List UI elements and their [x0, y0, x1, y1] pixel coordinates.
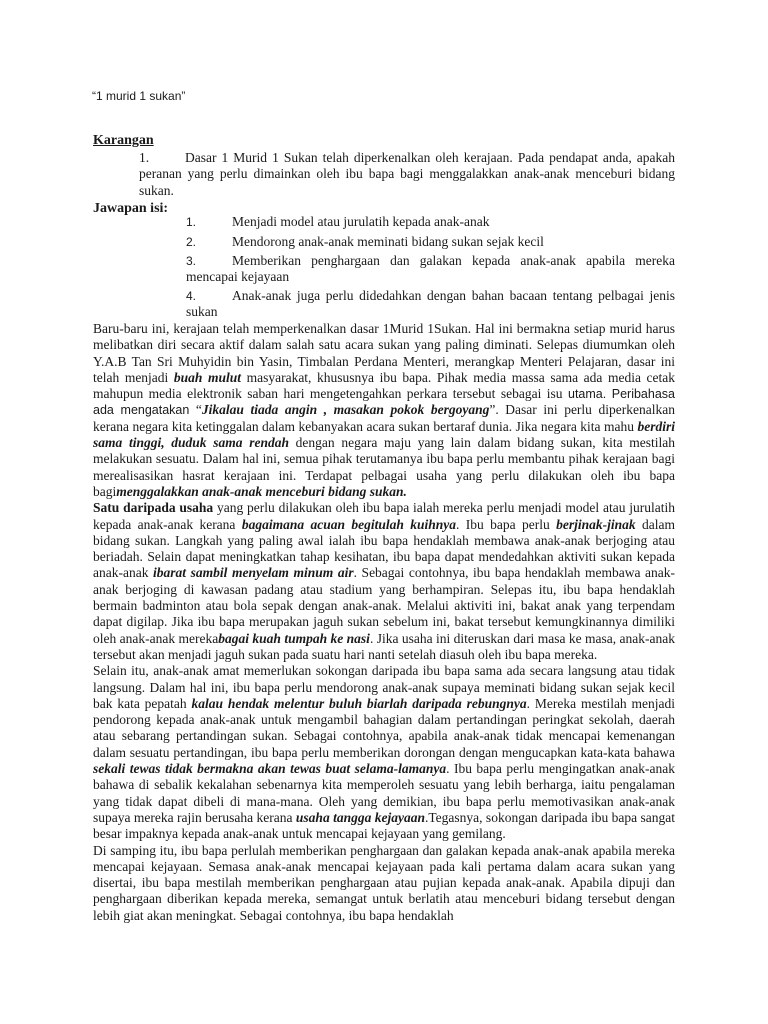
answer-text: Mendorong anak-anak meminati bidang sukan sejak kecil — [232, 234, 544, 249]
answer-text: Anak-anak juga perlu didedahkan dengan bahan bacaan tentang pelbagai jenis sukan — [186, 288, 675, 320]
document-title: “1 murid 1 sukan” — [92, 89, 186, 103]
idiom-phrase: bagai kuah tumpah ke nasi — [218, 630, 370, 646]
answer-number: 3. — [186, 254, 197, 268]
question-text: Dasar 1 Murid 1 Sukan telah diperkenalkan oleh kerajaan. Pada pendapat anda, apakah peranan yang perlu dimainkan oleh ibu bapa bagi menggalakkan anak-anak menceburi bidang sukan. — [139, 150, 675, 198]
answer-point — [186, 253, 675, 286]
idiom-phrase: berjinak-jinak — [556, 516, 636, 532]
text-run: masyarakat, khususnya ibu bapa. Pihak media massa sama ada media cetak mahupun media elektronik saban hari mengetengahkan perkara tersebut sebagai isu — [93, 369, 675, 402]
idiom-phrase: berdiri sama tinggi, duduk sama rendah — [93, 418, 675, 451]
text-run: . Ibu bapa perlu mengingatkan anak-anak bahawa di sebalik kekalahan sebenarnya kita memperoleh sesuatu yang lebih berharga, iaitu pengalaman yang tidak dapat dibeli di mana-mana. Oleh yang demikian, ibu bapa perlu memotivasikan anak-anak supaya mereka rajin berusaha kerana — [93, 761, 675, 825]
text-run: utama. Peribahasa ada mengatakan — [93, 387, 675, 418]
text-run: Baru-baru ini, kerajaan telah memperkenalkan dasar 1Murid 1Sukan. Hal ini bermakna setiap murid harus melibatkan diri secara aktif dalam salah satu acara sukan yang paling diminati. Selepas diumumkan oleh Y.A.B Tan Sri Muhyidin bin Yasin, Timbalan Perdana Menteri, merangkap Menteri Pelajaran, dasar ini telah menjadi — [93, 321, 675, 385]
answer-number: 1. — [186, 215, 197, 229]
text-run: ”. Dasar ini perlu diperkenalkan kerana negara kita ketinggalan dalam kebanyakan acara sukan bertaraf dunia. Jika negara kita mahu — [93, 402, 675, 434]
paragraph-introduction — [93, 321, 675, 500]
essay-question — [139, 150, 675, 199]
text-run: . Sebagai contohnya, ibu bapa hendaklah membawa anak-anak berjoging di kawasan padang atau stadium yang berhampiran. Selepas itu, ibu bapa hendaklah bermain badminton atau bola sepak dengan anak-anak. Melalui aktiviti ini, bakat anak yang terpendam dapat digilap. Jika ibu bapa merupakan jaguh sukan sebelum ini, bakat tersebut kemungkinannya dimiliki oleh anak-anak mereka — [93, 565, 675, 646]
answer-number: 4. — [186, 289, 197, 303]
paragraph-point-3 — [93, 843, 675, 924]
text-run: Selain itu, anak-anak amat memerlukan sokongan daripada ibu bapa sama ada secara langsung atau tidak langsung. Dalam hal ini, ibu bapa perlu mendorong anak-anak supaya meminati bidang sukan sejak kecil bak kata pepatah — [93, 663, 675, 711]
idiom-phrase: usaha tangga kejayaan — [295, 809, 425, 825]
karangan-heading: Karangan — [93, 133, 154, 148]
essay-body — [93, 321, 675, 924]
question-number: 1. — [139, 150, 150, 165]
answer-point — [186, 288, 675, 321]
text-run: “ — [189, 402, 202, 418]
answer-point — [186, 214, 675, 230]
text-run: dalam bidang sukan. Langkah yang paling awal ialah ibu bapa hendaklah membawa anak-anak berjoging atau beriadah. Selain dapat meningkatkan tahap kesihatan, ibu bapa dapat mendedahkan aktiviti sukan kepada anak-anak — [93, 516, 676, 581]
text-run: . Mereka mestilah menjadi pendorong kepada anak-anak untuk mengambil bahagian dalam pertandingan peringkat sekolah, daerah atau sebarang pertandingan sukan. Sebagai contohnya, apabila anak-anak tidak mencapai kemenangan dalam sesuatu pertandingan, ibu bapa perlu memberikan dorongan dengan mengucapkan kata-kata bahawa — [93, 695, 676, 760]
idiom-phrase: buah mulut — [173, 369, 242, 385]
jawapan-heading: Jawapan isi: — [93, 201, 169, 216]
idiom-phrase: sekali tewas tidak bermakna akan tewas buat selama-lamanya — [93, 761, 447, 777]
idiom-phrase: ibarat sambil menyelam minum air — [153, 565, 354, 581]
paragraph-point-1 — [93, 500, 675, 663]
text-run: .Tegasnya, sokongan daripada ibu bapa sangat besar impaknya kepada anak-anak untuk mencapai kejayaan yang gemilang. — [93, 809, 675, 842]
paragraph-point-2 — [93, 663, 675, 842]
answer-number: 2. — [186, 235, 197, 249]
text-run: yang perlu dilakukan oleh ibu bapa ialah mereka perlu menjadi model atau jurulatih kepada anak-anak kerana — [93, 500, 675, 532]
answer-text: Memberikan penghargaan dan galakan kepada anak-anak apabila mereka mencapai kejayaan — [186, 253, 675, 285]
idiom-phrase: bagaimana acuan begitulah kuihnya — [241, 516, 456, 532]
text-run: dengan negara maju yang lain dalam bidang sukan, kita mestilah melakukan sesuatu. Dalam hal ini, semua pihak terutamanya ibu bapa perlu membantu pihak kerajaan bagi merealisasikan hasrat kerajaan ini. Terdapat pelbagai usaha yang perlu dilakukan oleh ibu bapa bagi — [93, 435, 675, 499]
text-run: . Jika usaha ini diteruskan dari masa ke masa, anak-anak tersebut akan menjadi jaguh sukan pada suatu hari nanti setelah diasuh oleh ibu bapa mereka. — [93, 630, 676, 662]
idiom-phrase: kalau hendak melentur buluh biarlah daripada rebungnya — [191, 695, 527, 711]
topic-phrase: Satu daripada usaha — [93, 500, 214, 516]
answer-point — [186, 234, 675, 250]
text-run: Di samping itu, ibu bapa perlulah memberikan penghargaan dan galakan kepada anak-anak apabila mereka mencapai kejayaan. Semasa anak-anak mencapai kejayaan pada kali pertama dalam acara sukan yang disertai, ibu bapa mestilah memberikan penghargaan atau pujian kepada anak-anak. Apabila dipuji dan penghargaan diberikan kepada mereka, semangat untuk berlatih atau menceburi bidang tersebut dengan lebih giat akan meningkat. Sebagai contohnya, ibu bapa hendaklah — [93, 842, 675, 923]
answer-text: Menjadi model atau jurulatih kepada anak-anak — [232, 214, 490, 229]
emphasis-phrase: menggalakkan anak-anak menceburi bidang sukan. — [116, 483, 407, 499]
text-run: . Ibu bapa perlu — [456, 516, 557, 532]
idiom-phrase: Jikalau tiada angin , masakan pokok bergoyang — [201, 402, 490, 418]
